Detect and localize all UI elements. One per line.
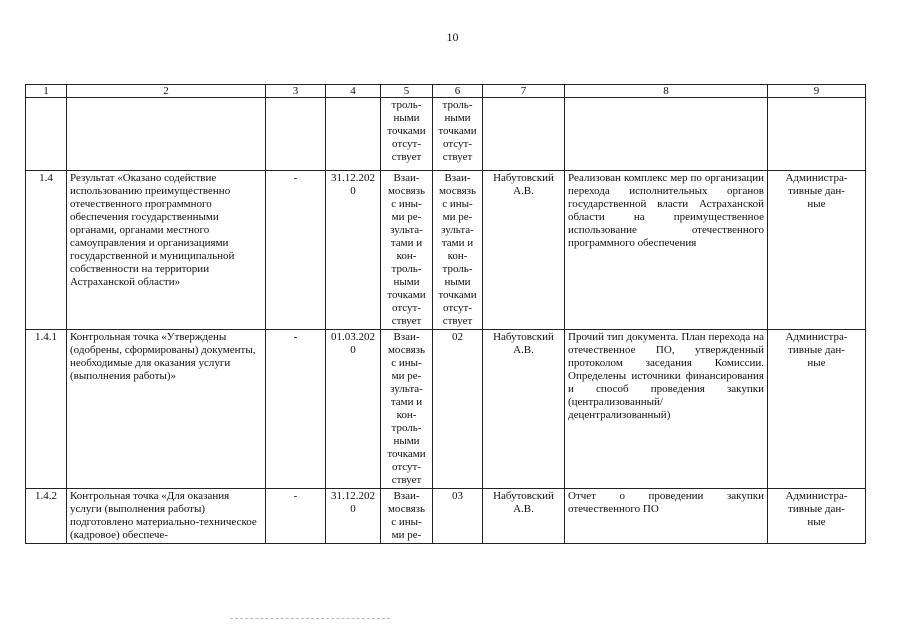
cell-num [26, 98, 67, 171]
cell-description: Отчет о проведении закупки отечественного ПО [565, 489, 768, 544]
cell-num: 1.4.1 [26, 330, 67, 489]
cell-description: Прочий тип документа. План перехода на отечественное ПО, утвержденный протоколом заседания Комиссии. Определены источники финансирования и способ проведения закупки (централизованный/децентрализованный) [565, 330, 768, 489]
table-row [26, 171, 866, 330]
header-col-3: 3 [266, 85, 326, 98]
cell-date: 31.12.2020 [326, 171, 381, 330]
header-col-8: 8 [565, 85, 768, 98]
cell-relation-results: Взаи- мосвязь с ины- ми ре- зульта- тами и кон- троль- ными точками отсут- ствует [381, 171, 433, 330]
cell-col3: - [266, 171, 326, 330]
header-col-1: 1 [26, 85, 67, 98]
cell-col3 [266, 98, 326, 171]
cell-name: Контрольная точка «Для оказания услуги (выполнения работы) подготовлено материально-техническое (кадровое) обеспече- [67, 489, 266, 544]
cell-col3: - [266, 330, 326, 489]
cell-num: 1.4 [26, 171, 67, 330]
header-row [26, 85, 866, 98]
table-row [26, 98, 866, 171]
cell-relation-results: троль- ными точками отсут- ствует [381, 98, 433, 171]
cell-description [565, 98, 768, 171]
header-col-7: 7 [483, 85, 565, 98]
cell-responsible: Набутовский А.В. [483, 330, 565, 489]
cell-source [768, 98, 866, 171]
cell-relation-points: троль- ными точками отсут- ствует [433, 98, 483, 171]
cell-description: Реализован комплекс мер по организации перехода исполнительных органов государственной власти Астраханской области на преимущественное использование отечественного программного обеспечения [565, 171, 768, 330]
cell-num: 1.4.2 [26, 489, 67, 544]
cell-name: Результат «Оказано содействие использованию преимущественно отечественного программного обеспечения государственными органами, органами местного самоуправления и организациями государственной и муниципальной собственности на территории Астраханской области» [67, 171, 266, 330]
cell-name [67, 98, 266, 171]
header-col-4: 4 [326, 85, 381, 98]
cell-responsible: Набутовский А.В. [483, 171, 565, 330]
cell-date [326, 98, 381, 171]
header-col-9: 9 [768, 85, 866, 98]
cell-source: Администра- тивные дан- ные [768, 171, 866, 330]
plan-table [25, 84, 866, 544]
cell-name: Контрольная точка «Утверждены (одобрены, сформированы) документы, необходимые для оказания услуги (выполнения работы)» [67, 330, 266, 489]
cell-responsible [483, 98, 565, 171]
cell-relation-points: 02 [433, 330, 483, 489]
header-col-2: 2 [67, 85, 266, 98]
header-col-5: 5 [381, 85, 433, 98]
scan-artifact-line [230, 618, 390, 620]
cell-source: Администра- тивные дан- ные [768, 330, 866, 489]
header-col-6: 6 [433, 85, 483, 98]
cell-relation-results: Взаи- мосвязь с ины- ми ре- [381, 489, 433, 544]
page-number: 10 [446, 30, 459, 44]
cell-responsible: Набутовский А.В. [483, 489, 565, 544]
cell-relation-points: 03 [433, 489, 483, 544]
table-row [26, 489, 866, 544]
cell-relation-results: Взаи- мосвязь с ины- ми ре- зульта- тами и кон- троль- ными точками отсут- ствует [381, 330, 433, 489]
cell-relation-points: Взаи- мосвязь с ины- ми ре- зульта- тами и кон- троль- ными точками отсут- ствует [433, 171, 483, 330]
cell-source: Администра- тивные дан- ные [768, 489, 866, 544]
cell-date: 31.12.2020 [326, 489, 381, 544]
table-row [26, 330, 866, 489]
cell-date: 01.03.2020 [326, 330, 381, 489]
cell-col3: - [266, 489, 326, 544]
